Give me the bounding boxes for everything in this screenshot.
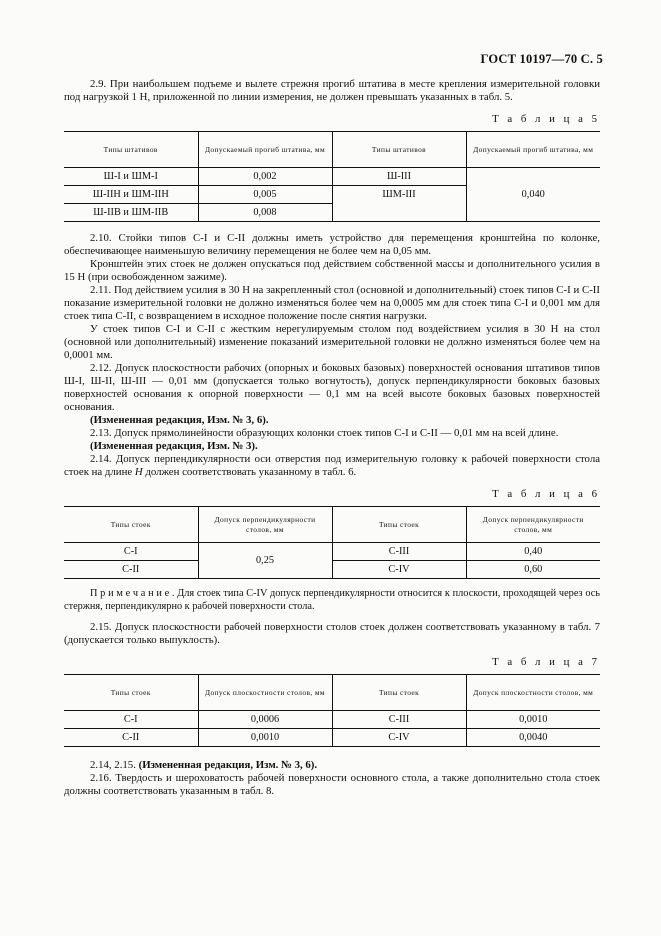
table-5-caption: Т а б л и ц а 5	[492, 113, 600, 125]
table-row	[64, 729, 600, 747]
table-cell: Ш-IIН и ШМ-IIН	[64, 186, 198, 204]
table-header-cell: Допускаемый прогиб штатива, мм	[198, 132, 332, 168]
table-cell: Ш-IIВ и ШМ-IIВ	[64, 204, 198, 222]
table-cell: 0,0010	[466, 711, 600, 729]
table-5	[64, 131, 600, 222]
table-cell: Ш-III	[332, 168, 466, 186]
table-cell: 0,40	[466, 543, 600, 561]
table-header-cell: Типы стоек	[332, 507, 466, 543]
table-cell: ШМ-III	[332, 186, 466, 222]
table-7	[64, 674, 600, 747]
table-6-caption: Т а б л и ц а 6	[492, 488, 600, 500]
page-header: ГОСТ 10197—70 С. 5	[480, 52, 603, 66]
paragraph-2-14-text-end: должен соответствовать указанному в табл. 6.	[142, 466, 357, 478]
table-header-row	[64, 132, 600, 168]
table-6-note	[64, 587, 600, 613]
note-label: П р и м е ч а н и е .	[90, 588, 175, 599]
table-header-cell: Допускаемый прогиб штатива, мм	[466, 132, 600, 168]
table-header-cell: Типы штативов	[103, 144, 158, 154]
table-cell: С-II	[64, 561, 198, 579]
table-cell: 0,040	[466, 168, 600, 222]
paragraph-2-14-text: 2.14. Допуск перпендикулярности оси отверстия под измерительную головку к рабочей поверхности стола стоек на длине	[64, 453, 600, 478]
table-cell: 0,002	[198, 168, 332, 186]
table-header-cell: Допуск плоскостности столов, мм	[466, 675, 600, 711]
table-cell: Ш-I и ШМ-I	[64, 168, 198, 186]
table-header-row	[64, 675, 600, 711]
paragraph-2-15: 2.15. Допуск плоскостности рабочей поверхности столов стоек должен соответствовать указанному в табл. 7 (допускается только выпуклость).	[64, 621, 600, 646]
note-text: Для стоек типа С-IV допуск перпендикулярности относится к плоскости, проходящей через ось стержня, перпендикулярно к рабочей поверхности стола.	[64, 588, 600, 612]
paragraph-2-16: 2.16. Твердость и шероховатость рабочей поверхности основного стола, а также дополнительно стола стоек должны соответствовать указанным в табл. 8.	[64, 772, 600, 797]
table-row	[64, 168, 600, 186]
table-cell: С-II	[64, 729, 198, 747]
table-cell: 0,005	[198, 186, 332, 204]
paragraph-2-14-2-15	[64, 759, 600, 772]
table-cell: 0,60	[466, 561, 600, 579]
table-cell: С-IV	[332, 729, 466, 747]
table-row	[64, 561, 600, 579]
table-6	[64, 506, 600, 579]
table-cell: С-IV	[332, 561, 466, 579]
paragraph-2-12: 2.12. Допуск плоскостности рабочих (опорных и боковых базовых) поверхностей основания штативов типов Ш-I, Ш-II, Ш-III — 0,01 мм (допускается только вогнутость), допуск перпендикулярности боковых базовых поверхностей основания к опорной поверхности — 0,1 мм на всей высоте боковых базовых поверхностей основания.	[64, 362, 600, 413]
table-cell: 0,0010	[198, 729, 332, 747]
table-header-row	[64, 507, 600, 543]
table-row	[64, 711, 600, 729]
paragraph-2-10-b: Кронштейн этих стоек не должен опускаться под действием собственной массы и дополнительного усилия в 15 Н (при освобожденном зажиме).	[64, 258, 600, 283]
table-cell: 0,0006	[198, 711, 332, 729]
table-cell: С-I	[64, 711, 198, 729]
paragraph-2-13: 2.13. Допуск прямолинейности образующих колонки стоек типов С-I и С-II — 0,01 мм на всей длине.	[90, 427, 559, 439]
edit-note-1: (Измененная редакция, Изм. № 3, 6).	[90, 414, 269, 426]
table-cell: 0,008	[198, 204, 332, 222]
table-header-cell: Допуск перпендикулярности столов, мм	[466, 507, 600, 543]
table-header-cell: Типы стоек	[110, 687, 151, 697]
table-cell: С-I	[64, 543, 198, 561]
table-header-cell: Типы стоек	[110, 519, 151, 529]
page-content	[64, 78, 600, 798]
table-cell: С-III	[332, 543, 466, 561]
paragraph-2-9: 2.9. При наибольшем подъеме и вылете стрежня прогиб штатива в месте крепления измерительной головки под нагрузкой 1 Н, приложенной по линии измерения, не должен превышать указанных в табл. 5.	[64, 78, 600, 103]
table-header-cell: Допуск плоскостности столов, мм	[198, 675, 332, 711]
table-7-caption: Т а б л и ц а 7	[492, 656, 600, 668]
edit-note-2: (Измененная редакция, Изм. № 3).	[90, 440, 258, 452]
table-header-cell: Типы стоек	[332, 675, 466, 711]
variable-h: H	[134, 466, 143, 478]
table-header-cell: Типы штативов	[332, 132, 466, 168]
table-cell: 0,0040	[466, 729, 600, 747]
table-row	[64, 543, 600, 561]
paragraph-2-11-b: У стоек типов С-I и С-II с жестким нерегулируемым столом под воздействием усилия в 30 Н на стол (основной или дополнительный) изменение показаний измерительной головки не должно изменяться более чем на 0,0001 мм.	[64, 323, 600, 361]
edit-note-3: (Измененная редакция, Изм. № 3, 6).	[138, 759, 318, 771]
table-header-cell: Допуск перпендикулярности столов, мм	[198, 507, 332, 543]
paragraph-2-11: 2.11. Под действием усилия в 30 Н на закрепленный стол (основной и дополнительный) стоек типов С-I и С-II показание измерительной головки не должно изменяться более чем на 0,0005 мм для стоек типа С-I и 0,001 мм для стоек типа С-II, с возвращением в исходное положение после снятия нагрузки.	[64, 284, 600, 322]
table-cell: С-III	[332, 711, 466, 729]
paragraph-number: 2.14, 2.15.	[90, 759, 136, 771]
paragraph-2-10: 2.10. Стойки типов С-I и С-II должны иметь устройство для перемещения кронштейна по колонке, обеспечивающее наименьшую величину перемещения не более чем на 0,05 мм.	[64, 232, 600, 257]
paragraph-2-14	[64, 453, 600, 479]
table-cell: 0,25	[198, 543, 332, 579]
